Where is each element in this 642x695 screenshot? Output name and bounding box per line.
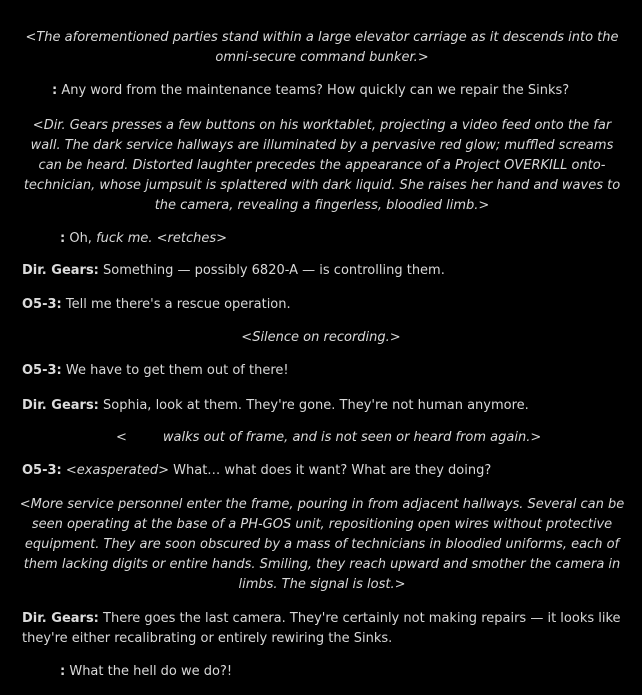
stage-direction-open: <	[116, 430, 127, 445]
dialogue-text: We have to get them out of there!	[61, 363, 289, 378]
speaker-redacted: :	[52, 83, 58, 98]
dialogue-line-what-does-it-want	[22, 461, 491, 481]
dialogue-text: Any word from the maintenance teams? How quickly can we repair the Sinks?	[57, 83, 570, 98]
stage-direction-walks-out	[116, 428, 541, 448]
dialogue-line-gone	[22, 396, 529, 416]
dialogue-line-last-camera	[22, 609, 622, 649]
stage-direction-text: walks out of frame, and is not seen or heard from again.>	[162, 430, 542, 445]
dialogue-line-repair	[52, 81, 569, 101]
dialogue-action: <retches>	[152, 231, 228, 246]
dialogue-text: What the hell do we do?!	[65, 664, 233, 679]
dialogue-line-rescue	[22, 295, 291, 315]
speaker-redacted: :	[60, 231, 66, 246]
dialogue-text: There goes the last camera. They're certainly not making repairs — it looks like they're either recalibrating or entirely rewiring the Sinks.	[22, 611, 621, 646]
speaker-name: O5-3:	[22, 463, 62, 478]
speaker-redacted: :	[60, 664, 66, 679]
speaker-name: O5-3:	[22, 363, 62, 378]
speaker-name: Dir. Gears:	[22, 263, 99, 278]
dialogue-emphasis: fuck me.	[96, 231, 153, 246]
dialogue-line-get-them-out	[22, 361, 289, 381]
dialogue-line-retches	[60, 229, 227, 249]
dialogue-line-what-do-we-do	[60, 662, 232, 682]
dialogue-text: What… what does it want? What are they doing?	[169, 463, 492, 478]
dialogue-text: Sophia, look at them. They're gone. They're not human anymore.	[98, 398, 529, 413]
dialogue-text: Something — possibly 6820-A — is controlling them.	[98, 263, 445, 278]
stage-direction-elevator: <The aforementioned parties stand within a large elevator carriage as it descends into the omni-secure command bunker.>	[25, 30, 619, 65]
dialogue-line-controlling	[22, 261, 445, 281]
dialogue-text: Oh,	[65, 231, 97, 246]
stage-direction-silence: <Silence on recording.>	[241, 330, 401, 345]
speaker-name: Dir. Gears:	[22, 611, 99, 626]
stage-direction-personnel: <More service personnel enter the frame, pouring in from adjacent hallways. Several can be seen operating at the base of a PH-GOS unit, repositioning open wires without protective equipment. They are soon obscured by a mass of technicians in bloodied uniforms, each of them lacking digits or entire hands. Smiling, they reach upward and smother the camera in limbs. The signal is lost.>	[19, 497, 625, 592]
dialogue-text: Tell me there's a rescue operation.	[61, 297, 291, 312]
dialogue-action: <exasperated>	[65, 463, 170, 478]
stage-direction-video-feed: <Dir. Gears presses a few buttons on his worktablet, projecting a video feed onto the far wall. The dark service hallways are illuminated by a pervasive red glow; muffled screams can be heard. Distorted laughter precedes the appearance of a Project OVERKILL onto-technician, whose jumpsuit is splattered with dark liquid. She raises her hand and waves to the camera, revealing a fingerless, bloodied limb.>	[23, 118, 621, 213]
speaker-name: O5-3:	[22, 297, 62, 312]
speaker-name: Dir. Gears:	[22, 398, 99, 413]
